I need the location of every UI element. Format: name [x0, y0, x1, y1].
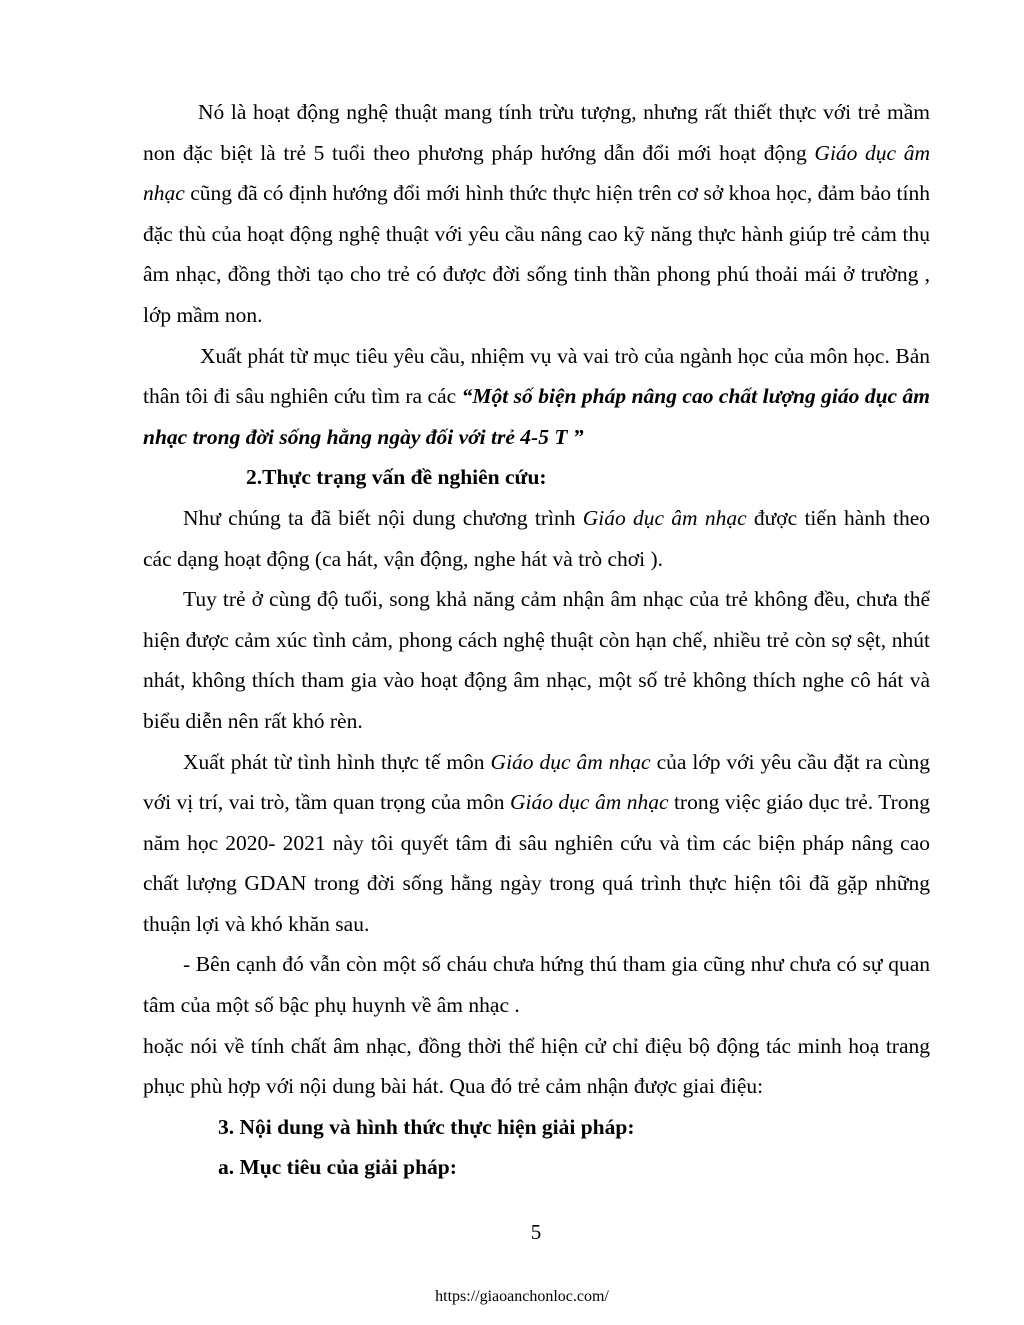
paragraph-5-text: Xuất phát từ tình hình thực tế môn	[183, 749, 485, 774]
page-number: 5	[530, 1220, 542, 1244]
paragraph-1-italic: Giáo dục âm nhạc	[143, 140, 930, 206]
document-body	[143, 92, 930, 1188]
paragraph-2	[143, 336, 930, 458]
paragraph-5	[143, 742, 930, 945]
paragraph-3-end: được tiến hành theo các dạng hoạt động (ca hát, vận động, nghe hát và trò chơi ).	[143, 505, 931, 571]
heading-2: 2.Thực trạng vấn đề nghiên cứu:	[246, 465, 547, 490]
paragraph-5-end: trong việc giáo dục trẻ. Trong năm học 2020- 2021 này tôi quyết tâm đi sâu nghiên cứu và tìm các biện pháp nâng cao chất lượng GDAN trong đời sống hằng ngày trong quá trình thực hiện tôi đã gặp những thuận lợi và khó khăn sau.	[143, 790, 930, 936]
footer-url[interactable]: https://giaoanchonloc.com/	[435, 1288, 609, 1305]
paragraph-3	[143, 498, 930, 579]
paragraph-3-text: Như chúng ta đã biết nội dung chương trình	[183, 505, 576, 530]
paragraph-4: Tuy trẻ ở cùng độ tuổi, song khả năng cảm nhận âm nhạc của trẻ không đều, chưa thể hiện được cảm xúc tình cảm, phong cách nghệ thuật còn hạn chế, nhiều trẻ còn sợ sệt, nhút nhát, không thích tham gia vào hoạt động âm nhạc, một số trẻ không thích nghe cô hát và biểu diễn nên rất khó rèn.	[143, 587, 930, 733]
paragraph-5-italic-2: Giáo dục âm nhạc	[509, 790, 669, 815]
paragraph-1	[143, 92, 930, 336]
paragraph-1-end: cũng đã có định hướng đổi mới hình thức thực hiện trên cơ sở khoa học, đảm bảo tính đặc thù của hoạt động nghệ thuật với yêu cầu nâng cao kỹ năng thực hành giúp trẻ cảm thụ âm nhạc, đồng thời tạo cho trẻ có được đời sống tinh thần phong phú thoải mái ở trường , lớp mầm non.	[143, 181, 931, 327]
paragraph-5-mid: của lớp với yêu cầu đặt ra cùng với vị trí, vai trò, tầm quan trọng của môn	[143, 749, 931, 815]
paragraph-6: - Bên cạnh đó vẫn còn một số cháu chưa hứng thú tham gia cũng như chưa có sự quan tâm của một số bậc phụ huynh về âm nhạc .	[143, 952, 930, 1018]
paragraph-5-italic-1: Giáo dục âm nhạc	[490, 749, 651, 774]
heading-3a: a. Mục tiêu của giải pháp:	[218, 1155, 457, 1180]
paragraph-2-text: Xuất phát từ mục tiêu yêu cầu, nhiệm vụ và vai trò của ngành học của môn học. Bản thân tôi đi sâu nghiên cứu tìm ra các	[143, 343, 930, 409]
paragraph-3-italic: Giáo dục âm nhạc	[582, 505, 747, 530]
paragraph-1-text: Nó là hoạt động nghệ thuật mang tính trừu tượng, nhưng rất thiết thực với trẻ mầm non đặc biệt là trẻ 5 tuổi theo phương pháp hướng dẫn đổi mới hoạt động	[143, 100, 930, 165]
heading-3: 3. Nội dung và hình thức thực hiện giải pháp:	[218, 1114, 635, 1139]
paragraph-2-bold-italic: “Một số biện pháp nâng cao chất lượng giáo dục âm nhạc trong đời sống hằng ngày đối với trẻ 4-5 T ”	[143, 384, 930, 449]
paragraph-7: hoặc nói về tính chất âm nhạc, đồng thời thể hiện cử chỉ điệu bộ động tác minh hoạ trang phục phù hợp với nội dung bài hát. Qua đó trẻ cảm nhận được giai điệu:	[143, 1033, 930, 1099]
